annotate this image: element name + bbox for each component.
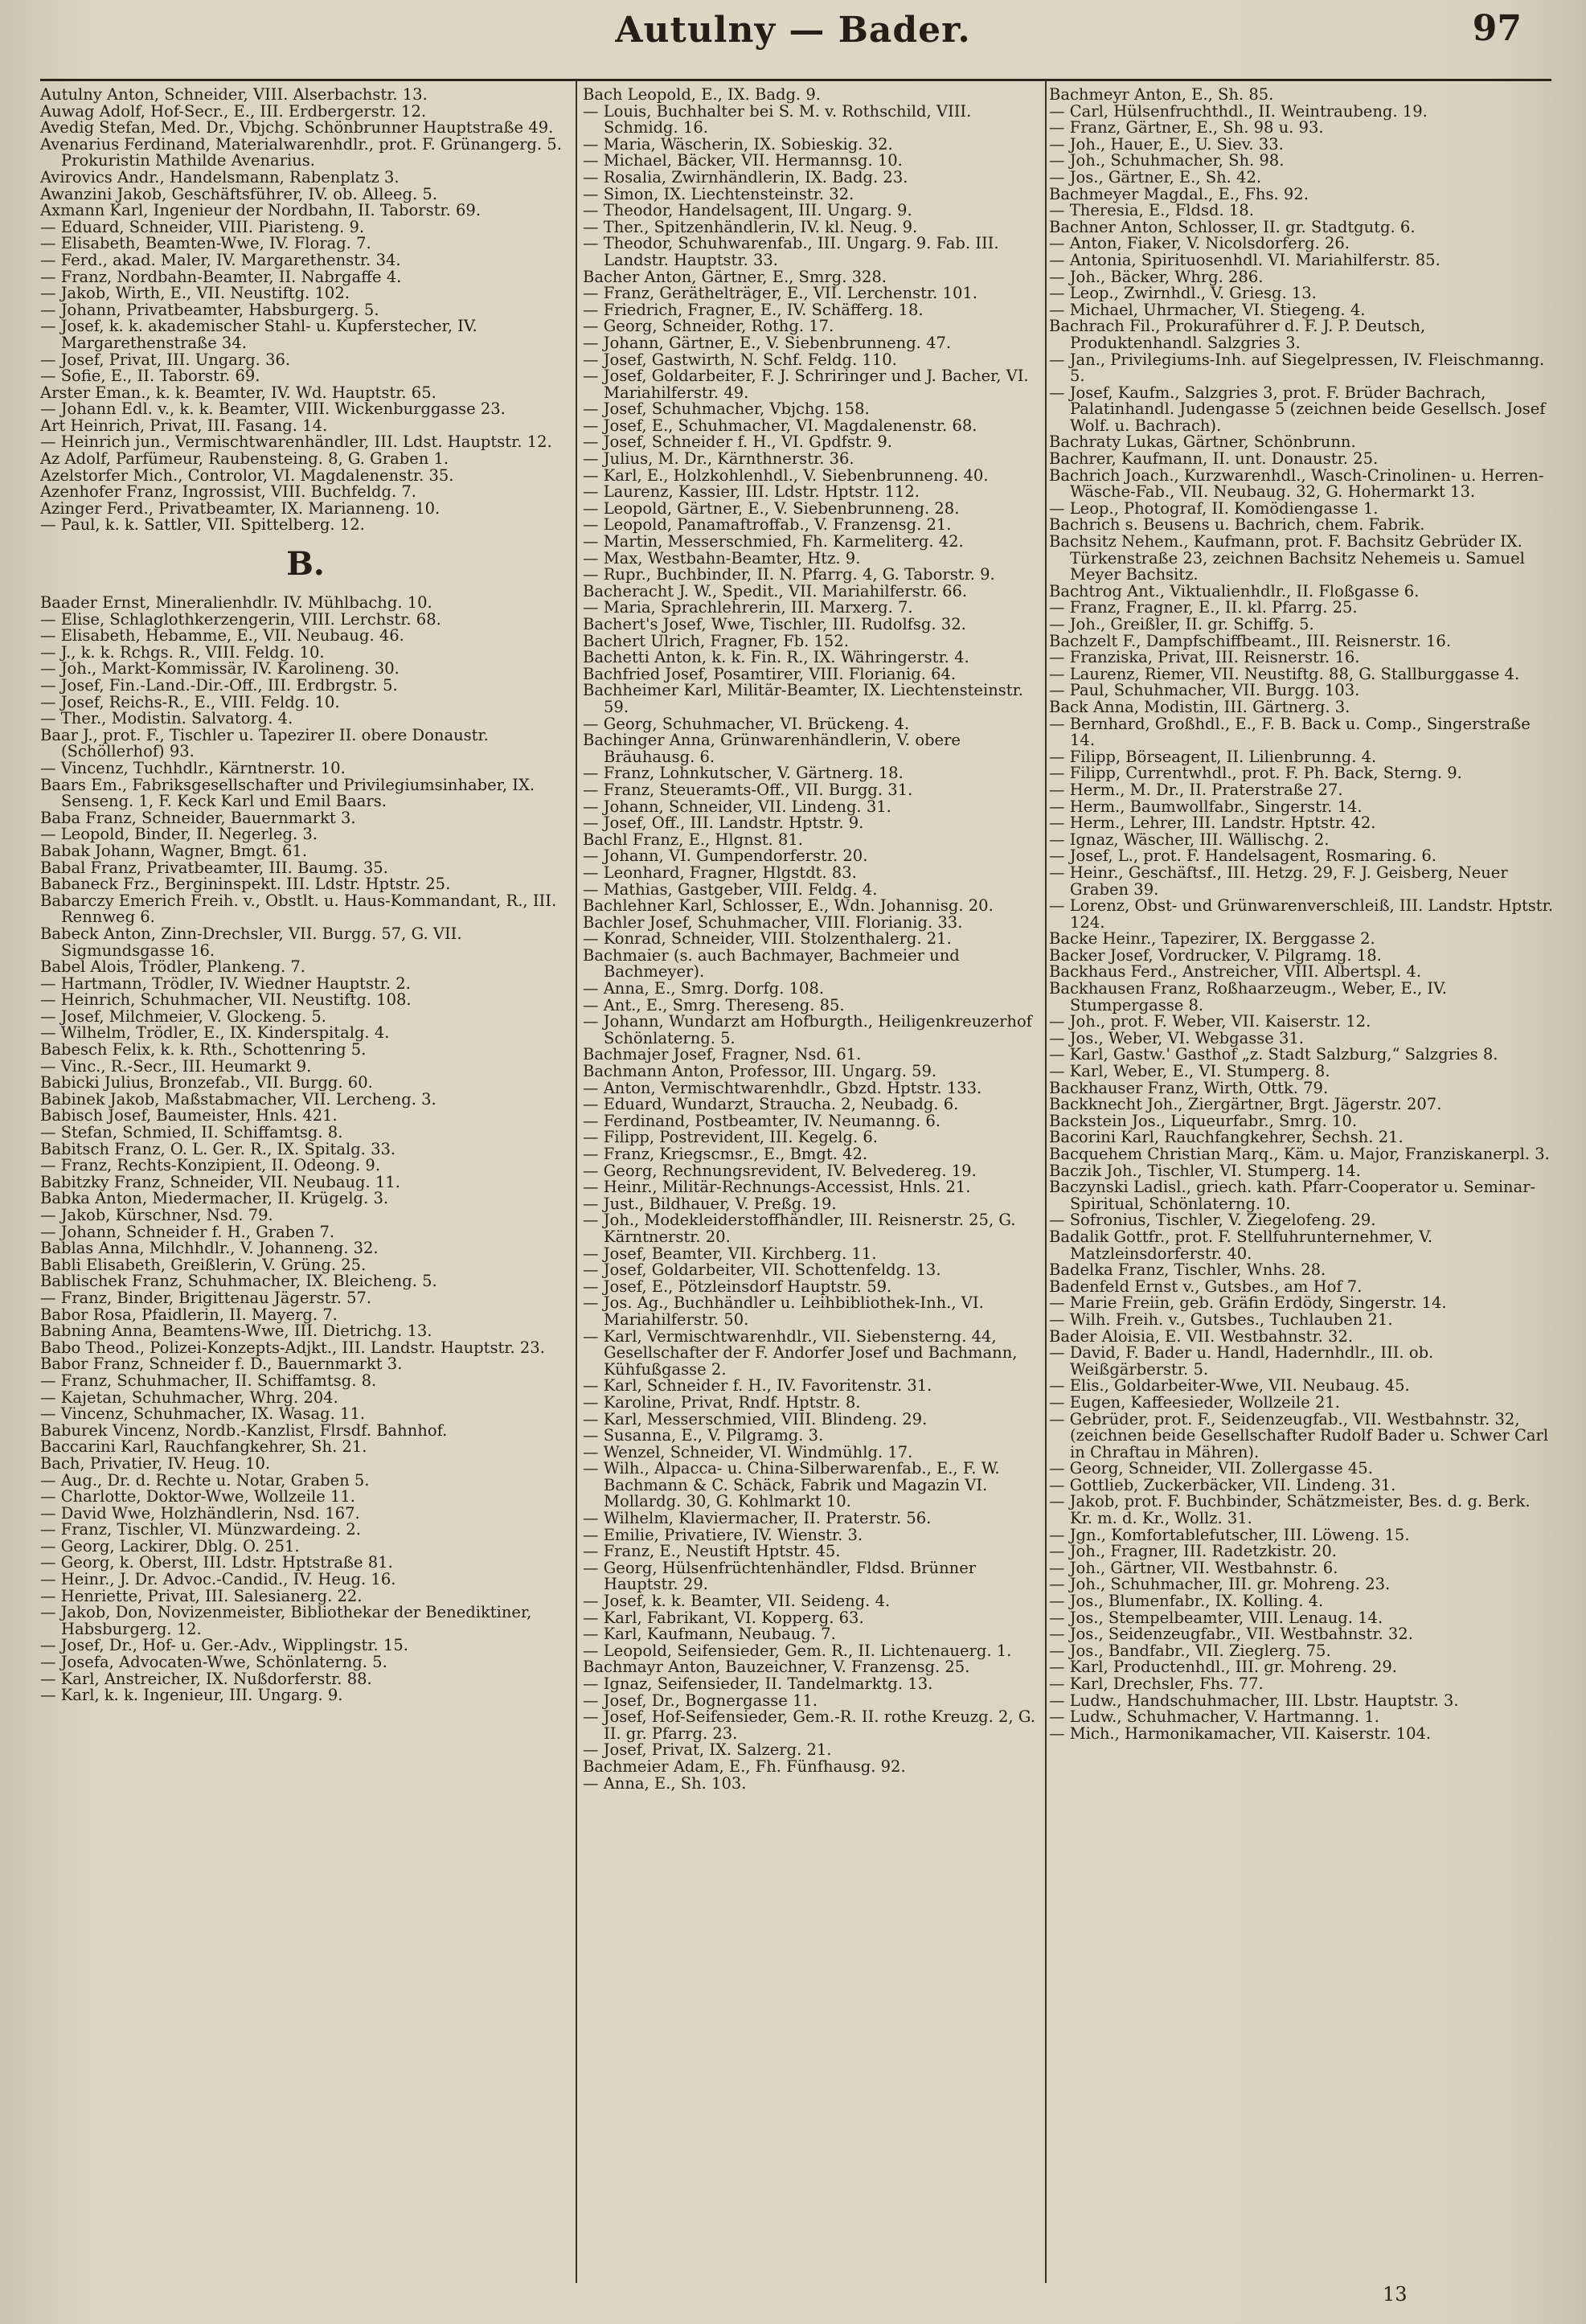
directory-entry: — Ferd., akad. Maler, IV. Margarethenstr. 34. [40, 250, 401, 269]
directory-entry: Baccarini Karl, Rauchfangkehrer, Sh. 21. [40, 1437, 367, 1457]
directory-entry: — Martin, Messerschmied, Fh. Karmeliterg. 42. [583, 532, 964, 551]
directory-entry: — Jakob, prot. F. Buchbinder, Schätzmeister, Bes. d. g. Berk. Kr. m. d. Kr., Wollz. 31. [1049, 1492, 1531, 1528]
directory-entry: Babor Rosa, Pfaidlerin, II. Mayerg. 7. [40, 1305, 338, 1324]
directory-entry: — Joh., Schuhmacher, Sh. 98. [1049, 151, 1285, 170]
directory-entry: — Elise, Schlaglothkerzengerin, VIII. Lerchstr. 68. [40, 609, 441, 629]
directory-entry: — Georg, Schneider, Rothg. 17. [583, 317, 834, 336]
directory-entry: Bachrer, Kaufmann, II. unt. Donaustr. 25. [1049, 449, 1379, 469]
directory-entry: Bachmaier (s. auch Bachmayer, Bachmeier und Bachmeyer). [583, 945, 960, 982]
directory-entry: Babning Anna, Beamtens-Wwe, III. Dietrichg. 13. [40, 1322, 432, 1341]
directory-entry: Bachmeyer Magdal., E., Fhs. 92. [1049, 184, 1309, 203]
directory-entry: Auwag Adolf, Hof-Secr., E., III. Erdbergerstr. 12. [40, 101, 427, 121]
directory-entry: Arster Eman., k. k. Beamter, IV. Wd. Hauptstr. 65. [40, 383, 436, 402]
directory-entry: — Vincenz, Tuchhdlr., Kärntnerstr. 10. [40, 758, 346, 777]
directory-entry: — Simon, IX. Liechtensteinstr. 32. [583, 184, 854, 203]
directory-entry: — David, F. Bader u. Handl, Hadernhdlr., III. ob. Weißgärberstr. 5. [1049, 1343, 1434, 1379]
directory-entry: — Jakob, Don, Novizenmeister, Bibliothekar der Benediktiner, Habsburgerg. 12. [40, 1603, 532, 1638]
directory-entry: — Franz, Tischler, VI. Münzwardeing. 2. [40, 1520, 361, 1539]
directory-entry: Babesch Felix, k. k. Rth., Schottenring 5. [40, 1040, 367, 1060]
directory-entry: — Josef, E., Schuhmacher, VI. Magdalenenstr. 68. [583, 416, 977, 435]
directory-entry: — Jos., Weber, VI. Webgasse 31. [1049, 1028, 1304, 1047]
directory-entry: — Eduard, Schneider, VIII. Piaristeng. 9. [40, 217, 365, 236]
directory-entry: — Karl, Vermischtwarenhdlr., VII. Siebensterng. 44, Gesellschafter der F. Andorfer Josef und Bachmann, Kühfußgasse 2. [583, 1326, 1018, 1379]
directory-entry: Bachmann Anton, Professor, III. Ungarg. 59. [583, 1062, 937, 1081]
column-2 [583, 87, 1045, 2273]
directory-entry: — Joh., Markt-Kommissär, IV. Karolineng. 30. [40, 659, 400, 678]
directory-entry: — Karl, Productenhdl., III. gr. Mohreng. 29. [1049, 1658, 1397, 1677]
directory-entry: — Heinrich jun., Vermischtwarenhändler, III. Ldst. Hauptstr. 12. [40, 432, 552, 452]
column-1 [40, 87, 571, 2273]
directory-entry: — Franz, Schuhmacher, II. Schiffamtsg. 8. [40, 1371, 377, 1390]
directory-entry: Back Anna, Modistin, III. Gärtnerg. 3. [1049, 697, 1350, 716]
directory-entry: Badenfeld Ernst v., Gutsbes., am Hof 7. [1049, 1277, 1363, 1296]
directory-entry: Bach Leopold, E., IX. Badg. 9. [583, 87, 821, 104]
column-divider [1045, 80, 1047, 2283]
page-header [0, 0, 1586, 88]
directory-entry: — Eugen, Kaffeesieder, Wollzeile 21. [1049, 1392, 1340, 1412]
directory-entry: — Franz, Geräthelträger, E., VII. Lerchenstr. 101. [583, 284, 977, 303]
directory-entry: — Joh., Modekleiderstoffhändler, III. Reisnerstr. 25, G. Kärntnerstr. 20. [583, 1211, 1016, 1246]
directory-entry: Babeck Anton, Zinn-Drechsler, VII. Burgg. 57, G. VII. Sigmundsgasse 16. [40, 924, 462, 960]
directory-entry: — Max, Westbahn-Beamter, Htz. 9. [583, 548, 861, 568]
directory-entry: — Carl, Hülsenfruchthdl., II. Weintraubeng. 19. [1049, 101, 1428, 121]
directory-entry: — Josef, Schneider f. H., VI. Gpdfstr. 9. [583, 432, 892, 452]
directory-entry: — Georg, k. Oberst, III. Ldstr. Hptstraße 81. [40, 1553, 393, 1572]
directory-entry: — Josef, Off., III. Landstr. Hptstr. 9. [583, 814, 864, 833]
directory-entry: — Louis, Buchhalter bei S. M. v. Rothschild, VIII. Schmidg. 16. [583, 101, 972, 137]
directory-entry: Avirovics Andr., Handelsmann, Rabenplatz 3. [40, 167, 400, 186]
directory-entry: Art Heinrich, Privat, III. Fasang. 14. [40, 416, 328, 435]
directory-entry: Bachlehner Karl, Schlosser, E., Wdn. Johannisg. 20. [583, 896, 994, 916]
directory-entry: — Josef, Gastwirth, N. Schf. Feldg. 110. [583, 350, 897, 369]
directory-entry: Bachzelt F., Dampfschiffbeamt., III. Reisnerstr. 16. [1049, 631, 1452, 650]
page-number: 97 [1472, 8, 1522, 49]
directory-entry: — Laurenz, Kassier, III. Ldstr. Hptstr. 112. [583, 482, 920, 502]
directory-entry: — Karl, Anstreicher, IX. Nußdorferstr. 88. [40, 1669, 372, 1688]
directory-entry: — Josef, Dr., Bognergasse 11. [583, 1691, 818, 1710]
directory-entry: — Johann, Schneider f. H., Graben 7. [40, 1222, 335, 1241]
directory-entry: — Georg, Schneider, VII. Zollergasse 45. [1049, 1459, 1373, 1478]
directory-entry: — Karl, Schneider f. H., IV. Favoritenstr. 31. [583, 1376, 932, 1396]
directory-entry: Backhaus Ferd., Anstreicher, VIII. Albertspl. 4. [1049, 962, 1422, 982]
directory-entry: Awanzini Jakob, Geschäftsführer, IV. ob. Alleeg. 5. [40, 184, 438, 203]
directory-entry: Bachmayr Anton, Bauzeichner, V. Franzensg. 25. [583, 1658, 970, 1677]
directory-entry: Az Adolf, Parfümeur, Raubensteing. 8, G. Graben 1. [40, 449, 449, 469]
directory-entry: Babel Alois, Trödler, Plankeng. 7. [40, 957, 305, 977]
directory-entry: — Leop., Photograf, II. Komödiengasse 1. [1049, 498, 1379, 518]
directory-entry: — Rosalia, Zwirnhändlerin, IX. Badg. 23. [583, 167, 908, 186]
directory-entry: — J., k. k. Rchgs. R., VIII. Feldg. 10. [40, 642, 325, 662]
directory-entry: — Gebrüder, prot. F., Seidenzeugfab., VII. Westbahnstr. 32, (zeichnen beide Gesellschafter Rudolf Bader u. Schwer Carl in Chraftau in Mähren). [1049, 1409, 1549, 1461]
directory-entry: — Michael, Bäcker, VII. Hermannsg. 10. [583, 151, 903, 170]
directory-entry: — Georg, Schuhmacher, VI. Brückeng. 4. [583, 714, 910, 733]
directory-entry: — Friedrich, Fragner, E., IV. Schäfferg. 18. [583, 300, 924, 319]
directory-entry: — Henriette, Privat, III. Salesianerg. 22. [40, 1586, 363, 1605]
directory-entry: Baars Em., Fabriksgesellschafter und Privilegiumsinhaber, IX. Senseng. 1, F. Keck Karl und Emil Baars. [40, 775, 535, 811]
directory-entry: Babisch Josef, Baumeister, Hnls. 421. [40, 1106, 338, 1125]
directory-entry: — Ludw., Schuhmacher, V. Hartmanng. 1. [1049, 1707, 1379, 1727]
directory-entry: — Paul, Schuhmacher, VII. Burgg. 103. [1049, 681, 1360, 700]
directory-entry: — Marie Freiin, geb. Gräfin Erdödy, Singerstr. 14. [1049, 1293, 1447, 1313]
directory-entry: — Sofie, E., II. Taborstr. 69. [40, 367, 260, 386]
directory-entry: — Leopold, Seifensieder, Gem. R., II. Lichtenauerg. 1. [583, 1641, 1012, 1660]
directory-entry: Babka Anton, Miedermacher, II. Krügelg. 3. [40, 1189, 389, 1208]
directory-entry: Baburek Vincenz, Nordb.-Kanzlist, Flrsdf. Bahnhof. [40, 1420, 448, 1440]
directory-entry: — Leonhard, Fragner, Hlgstdt. 83. [583, 863, 857, 882]
directory-entry: — Michael, Uhrmacher, VI. Stiegeng. 4. [1049, 300, 1366, 319]
directory-entry: Baczynski Ladisl., griech. kath. Pfarr-Cooperator u. Seminar-Spiritual, Schönlaterng. 10. [1049, 1178, 1536, 1213]
directory-entry: — Karl, Gastw.' Gasthof „z. Stadt Salzburg,“ Salzgries 8. [1049, 1045, 1498, 1064]
directory-entry: — Johann, VI. Gumpendorferstr. 20. [583, 846, 868, 866]
directory-entry: — Filipp, Postrevident, III. Kegelg. 6. [583, 1128, 878, 1147]
directory-entry: — Hartmann, Trödler, IV. Wiedner Hauptstr. 2. [40, 973, 411, 993]
directory-entry: — Karl, Weber, E., VI. Stumperg. 8. [1049, 1062, 1330, 1081]
directory-entry: — Josef, Hof-Seifensieder, Gem.-R. II. rothe Kreuzg. 2, G. II. gr. Pfarrg. 23. [583, 1707, 1035, 1743]
directory-entry: — Franz, Steueramts-Off., VII. Burgg. 31. [583, 780, 913, 799]
directory-entry: — Johann, Privatbeamter, Habsburgerg. 5. [40, 300, 379, 319]
column-divider [576, 80, 577, 2283]
directory-entry: — Antonia, Spirituosenhdl. VI. Mariahilferstr. 85. [1049, 250, 1441, 269]
directory-entry: — Heinrich, Schuhmacher, VII. Neustiftg. 108. [40, 990, 412, 1010]
directory-entry: — Josef, Dr., Hof- u. Ger.-Adv., Wipplingstr. 15. [40, 1636, 408, 1655]
directory-entry: — Josef, k. k. akademischer Stahl- u. Kupferstecher, IV. Margarethenstraße 34. [40, 317, 477, 352]
directory-entry: — Wilhelm, Trödler, E., IX. Kinderspitalg. 4. [40, 1023, 390, 1043]
directory-entry: — Aug., Dr. d. Rechte u. Notar, Graben 5. [40, 1470, 370, 1490]
directory-entry: — Wilh., Alpacca- u. China-Silberwarenfab., E., F. W. Bachmann & C. Schäck, Fabrik und Magazin VI. Mollardg. 30, G. Kohlmarkt 10. [583, 1459, 1000, 1511]
directory-entry: Bachmajer Josef, Fragner, Nsd. 61. [583, 1045, 862, 1064]
directory-entry: — Franz, Nordbahn-Beamter, II. Nabrgaffe 4. [40, 267, 402, 286]
directory-entry: Bachtrog Ant., Viktualienhdlr., II. Floßgasse 6. [1049, 581, 1420, 600]
directory-entry: — Franz, Gärtner, E., Sh. 98 u. 93. [1049, 118, 1324, 137]
directory-entry: Babal Franz, Privatbeamter, III. Baumg. 35. [40, 858, 388, 877]
directory-entry: — Leopold, Gärtner, E., V. Siebenbrunneng. 28. [583, 498, 960, 518]
directory-entry: — Ther., Spitzenhändlerin, IV. kl. Neug. 9. [583, 217, 918, 236]
directory-entry: — Herm., Baumwollfabr., Singerstr. 14. [1049, 797, 1363, 816]
directory-entry: — Franziska, Privat, III. Reisnerstr. 16. [1049, 648, 1360, 667]
directory-entry: — Jakob, Wirth, E., VII. Neustiftg. 102. [40, 284, 350, 303]
directory-entry: Babicki Julius, Bronzefab., VII. Burgg. 60. [40, 1073, 373, 1092]
directory-entry: Bachrach Fil., Prokuraführer d. F. J. P. Deutsch, Produktenhandl. Salzgries 3. [1049, 317, 1426, 352]
directory-entry: — Anton, Fiaker, V. Nicolsdorferg. 26. [1049, 234, 1350, 253]
directory-entry: Axmann Karl, Ingenieur der Nordbahn, II. Taborstr. 69. [40, 201, 482, 220]
directory-entry: Bacquehem Christian Marq., Käm. u. Major, Franziskanerpl. 3. [1049, 1145, 1550, 1163]
directory-entry: — Josef, Fin.-Land.-Dir.-Off., III. Erdbrgstr. 5. [40, 676, 398, 695]
directory-entry: — Joh., Fragner, III. Radetzkistr. 20. [1049, 1542, 1337, 1561]
directory-entry: — Ignaz, Seifensieder, II. Tandelmarktg. 13. [583, 1674, 933, 1693]
directory-entry: — Ther., Modistin. Salvatorg. 4. [40, 709, 293, 728]
directory-entry: Babaneck Frz., Bergininspekt. III. Ldstr. Hptstr. 25. [40, 875, 451, 894]
directory-entry: — Karl, Messerschmied, VIII. Blindeng. 29. [583, 1409, 928, 1428]
directory-entry: — Ferdinand, Postbeamter, IV. Neumanng. 6. [583, 1111, 941, 1130]
directory-entry: Azelstorfer Mich., Controlor, VI. Magdalenenstr. 35. [40, 465, 454, 485]
directory-entry: — Jan., Privilegiums-Inh. auf Siegelpressen, IV. Fleischmanng. 5. [1049, 350, 1545, 386]
directory-entry: Babli Elisabeth, Greißlerin, V. Grüng. 25. [40, 1255, 367, 1274]
column-3 [1049, 87, 1555, 2273]
directory-entry: — Herm., M. Dr., II. Praterstraße 27. [1049, 780, 1343, 799]
directory-entry: — Theodor, Handelsagent, III. Ungarg. 9. [583, 201, 912, 220]
directory-entry: — Jakob, Kürschner, Nsd. 79. [40, 1206, 273, 1224]
directory-entry: — Johann, Schneider, VII. Lindeng. 31. [583, 797, 891, 816]
directory-entry: — Joh., Schuhmacher, III. gr. Mohreng. 23. [1049, 1575, 1391, 1594]
directory-entry: Backknecht Joh., Ziergärtner, Brgt. Jägerstr. 207. [1049, 1095, 1442, 1114]
directory-entry: — Leopold, Binder, II. Negerleg. 3. [40, 825, 318, 844]
directory-entry: — Filipp, Börseagent, II. Lilienbrunng. 4. [1049, 747, 1377, 766]
directory-entry: Babo Theod., Polizei-Konzepts-Adjkt., III. Landstr. Hauptstr. 23. [40, 1338, 545, 1357]
directory-entry: — Joh., Bäcker, Whrg. 286. [1049, 267, 1264, 286]
directory-entry: Badelka Franz, Tischler, Wnhs. 28. [1049, 1260, 1326, 1280]
directory-entry: — Sofronius, Tischler, V. Ziegelofeng. 29. [1049, 1211, 1376, 1230]
directory-entry: — Konrad, Schneider, VIII. Stolzenthalerg. 21. [583, 929, 952, 949]
directory-entry: — Elis., Goldarbeiter-Wwe, VII. Neubaug. 45. [1049, 1376, 1410, 1396]
directory-entry: Bacher Anton, Gärtner, E., Smrg. 328. [583, 267, 887, 286]
directory-entry: Bachmeier Adam, E., Fh. Fünfhausg. 92. [583, 1756, 906, 1776]
directory-entry: — Franz, Fragner, E., II. kl. Pfarrg. 25. [1049, 598, 1358, 617]
directory-entry: — Heinr., Militär-Rechnungs-Accessist, Hnls. 21. [583, 1178, 971, 1197]
directory-entry: — Laurenz, Riemer, VII. Neustiftg. 88, G. Stallburggasse 4. [1049, 664, 1520, 683]
directory-entry: — Josef, Goldarbeiter, F. J. Schriringer und J. Bacher, VI. Mariahilferstr. 49. [583, 367, 1029, 402]
directory-entry: — Josef, L., prot. F. Handelsagent, Rosmaring. 6. [1049, 846, 1436, 866]
signature-mark: 13 [1383, 2283, 1408, 2306]
directory-entry: Autulny Anton, Schneider, VIII. Alserbachstr. 13. [40, 87, 428, 104]
directory-entry: — Karl, Fabrikant, VI. Kopperg. 63. [583, 1608, 864, 1627]
directory-entry: Bader Aloisia, E. VII. Westbahnstr. 32. [1049, 1326, 1354, 1346]
directory-entry: Bachrich s. Beusens u. Bachrich, chem. Fabrik. [1049, 515, 1425, 535]
directory-entry: — Franz, Lohnkutscher, V. Gärtnerg. 18. [583, 764, 904, 783]
directory-entry: — Leopold, Panamaftroffab., V. Franzensg. 21. [583, 515, 952, 535]
directory-entry: — Wilh. Freih. v., Gutsbes., Tuchlauben 21. [1049, 1310, 1393, 1329]
directory-entry: Bach, Privatier, IV. Heug. 10. [40, 1453, 271, 1473]
directory-entry: — Georg, Hülsenfrüchtenhändler, Fldsd. Brünner Hauptstr. 29. [583, 1558, 977, 1594]
directory-entry: — Anton, Vermischtwarenhdlr., Gbzd. Hptstr. 133. [583, 1078, 982, 1097]
directory-entry: Baader Ernst, Mineralienhdlr. IV. Mühlbachg. 10. [40, 593, 432, 613]
directory-entry: Azenhofer Franz, Ingrossist, VIII. Buchfeldg. 7. [40, 482, 416, 502]
directory-entry: — Georg, Lackirer, Dblg. O. 251. [40, 1536, 300, 1555]
directory-entry: — Johann Edl. v., k. k. Beamter, VIII. Wickenburggasse 23. [40, 400, 506, 419]
directory-entry: Baczik Joh., Tischler, VI. Stumperg. 14. [1049, 1161, 1361, 1180]
directory-entry: — Joh., prot. F. Weber, VII. Kaiserstr. 12. [1049, 1012, 1371, 1031]
directory-entry: — Herm., Lehrer, III. Landstr. Hptstr. 42. [1049, 814, 1376, 833]
directory-entry: — Jos., Gärtner, E., Sh. 42. [1049, 167, 1262, 186]
directory-entry: — Jos., Stempelbeamter, VIII. Lenaug. 14. [1049, 1608, 1383, 1627]
directory-entry: — Emilie, Privatiere, IV. Wienstr. 3. [583, 1525, 863, 1544]
directory-entry: — Wenzel, Schneider, VI. Windmühlg. 17. [583, 1442, 913, 1461]
directory-entry: — Elisabeth, Hebamme, E., VII. Neubaug. 46. [40, 626, 404, 646]
directory-entry: — Filipp, Currentwhdl., prot. F. Ph. Back, Sterng. 9. [1049, 764, 1462, 783]
directory-entry: — Josef, E., Pötzleinsdorf Hauptstr. 59. [583, 1277, 892, 1296]
directory-entry: — Lorenz, Obst- und Grünwarenverschleiß, III. Landstr. Hptstr. 124. [1049, 896, 1554, 932]
directory-entry: Babak Johann, Wagner, Bmgt. 61. [40, 841, 308, 860]
directory-entry: — Anna, E., Sh. 103. [583, 1773, 747, 1793]
directory-entry: Avenarius Ferdinand, Materialwarenhdlr., prot. F. Grünangerg. 5. Prokuristin Mathilde Avenarius. [40, 134, 562, 170]
directory-entry: Bablas Anna, Milchhdlr., V. Johanneng. 32. [40, 1239, 379, 1258]
directory-entry: — Wilhelm, Klaviermacher, II. Praterstr. 56. [583, 1509, 932, 1528]
directory-entry: Bacorini Karl, Rauchfangkehrer, Sechsh. 21. [1049, 1128, 1404, 1147]
directory-entry: — Karoline, Privat, Rndf. Hptstr. 8. [583, 1392, 861, 1412]
directory-entry: — Rupr., Buchbinder, II. N. Pfarrg. 4, G. Taborstr. 9. [583, 565, 995, 584]
directory-entry: Babarczy Emerich Freih. v., Obstlt. u. Haus-Kommandant, R., III. Rennweg 6. [40, 891, 557, 927]
directory-entry: — Josef, Beamter, VII. Kirchberg. 11. [583, 1244, 877, 1263]
directory-entry: Backhauser Franz, Wirth, Ottk. 79. [1049, 1078, 1329, 1097]
directory-entry: — Vinc., R.-Secr., III. Heumarkt 9. [40, 1056, 312, 1076]
directory-entry: Backhausen Franz, Roßhaarzeugm., Weber, E., IV. Stumpergasse 8. [1049, 979, 1447, 1014]
directory-entry: Babitzky Franz, Schneider, VII. Neubaug. 11. [40, 1172, 400, 1191]
directory-entry: — Josef, Schuhmacher, Vbjchg. 158. [583, 400, 870, 419]
directory-entry: — Julius, M. Dr., Kärnthnerstr. 36. [583, 449, 854, 469]
directory-entry: — Mathias, Gastgeber, VIII. Feldg. 4. [583, 879, 878, 899]
directory-entry: Bachert's Josef, Wwe, Tischler, III. Rudolfsg. 32. [583, 615, 966, 633]
directory-entry: — Franz, E., Neustift Hptstr. 45. [583, 1542, 841, 1561]
directory-entry: — Jos. Ag., Buchhändler u. Leihbibliothek-Inh., VI. Mariahilferstr. 50. [583, 1293, 984, 1329]
directory-entry: Avedig Stefan, Med. Dr., Vbjchg. Schönbrunner Hauptstraße 49. [40, 118, 554, 137]
directory-entry: — Karl, Kaufmann, Neubaug. 7. [583, 1625, 836, 1644]
directory-entry: — Ant., E., Smrg. Thereseng. 85. [583, 995, 845, 1014]
directory-entry: — Vincenz, Schuhmacher, IX. Wasag. 11. [40, 1404, 366, 1424]
section-heading: B. [286, 545, 325, 584]
directory-entry: — Johann, Gärtner, E., V. Siebenbrunneng. 47. [583, 333, 952, 352]
directory-entry: Bachinger Anna, Grünwarenhändlerin, V. obere Bräuhausg. 6. [583, 731, 961, 766]
directory-entry: — Ignaz, Wäscher, III. Wällischg. 2. [1049, 830, 1330, 849]
directory-entry: — Jgn., Komfortablefutscher, III. Löweng. 15. [1049, 1525, 1410, 1544]
directory-entry: Bachsitz Nehem., Kaufmann, prot. F. Bachsitz Gebrüder IX. Türkenstraße 23, zeichnen Bachsitz Nehemeis u. Samuel Meyer Bachsitz. [1049, 532, 1525, 584]
directory-entry: — Gottlieb, Zuckerbäcker, VII. Lindeng. 31. [1049, 1475, 1396, 1494]
directory-entry: — Jos., Bandfabr., VII. Zieglerg. 75. [1049, 1641, 1331, 1660]
directory-entry: — Franz, Kriegscmsr., E., Bmgt. 42. [583, 1145, 868, 1163]
directory-entry: Bablischek Franz, Schuhmacher, IX. Bleicheng. 5. [40, 1272, 437, 1291]
directory-entry: Babor Franz, Schneider f. D., Bauernmarkt 3. [40, 1355, 403, 1374]
directory-entry: — Leop., Zwirnhdl., V. Griesg. 13. [1049, 284, 1317, 303]
directory-entry: — Josef, Goldarbeiter, VII. Schottenfeldg. 13. [583, 1260, 941, 1280]
directory-entry: Bachetti Anton, k. k. Fin. R., IX. Währingerstr. 4. [583, 648, 969, 667]
directory-entry: — Susanna, E., V. Pilgramg. 3. [583, 1426, 824, 1445]
directory-entry: — Johann, Wundarzt am Hofburgth., Heiligenkreuzerhof Schönlaterng. 5. [583, 1012, 1032, 1047]
directory-entry: — Joh., Greißler, II. gr. Schiffg. 5. [1049, 615, 1314, 633]
directory-entry: Backe Heinr., Tapezirer, IX. Berggasse 2. [1049, 929, 1375, 949]
directory-entry: — Kajetan, Schuhmacher, Whrg. 204. [40, 1387, 338, 1407]
directory-entry: Bachheimer Karl, Militär-Beamter, IX. Liechtensteinstr. 59. [583, 681, 1023, 716]
directory-entry: — Ludw., Handschuhmacher, III. Lbstr. Hauptstr. 3. [1049, 1691, 1459, 1710]
directory-entry: — Josef, Privat, IX. Salzerg. 21. [583, 1740, 832, 1760]
directory-entry: — David Wwe, Holzhändlerin, Nsd. 167. [40, 1503, 360, 1523]
directory-entry: Bachner Anton, Schlosser, II. gr. Stadtgutg. 6. [1049, 217, 1416, 236]
running-head: Autulny — Bader. [615, 10, 971, 51]
directory-entry: — Josef, Reichs-R., E., VIII. Feldg. 10. [40, 692, 340, 711]
directory-entry: Badalik Gottfr., prot. F. Stellfuhrunternehmer, V. Matzleinsdorferstr. 40. [1049, 1227, 1433, 1263]
directory-entry: — Josef, Milchmeier, V. Glockeng. 5. [40, 1006, 326, 1026]
directory-entry: Backstein Jos., Liqueurfabr., Smrg. 10. [1049, 1111, 1358, 1130]
directory-entry: Babitsch Franz, O. L. Ger. R., IX. Spitalg. 33. [40, 1139, 396, 1158]
directory-entry: Azinger Ferd., Privatbeamter, IX. Marianneng. 10. [40, 498, 441, 518]
directory-entry: — Mich., Harmonikamacher, VII. Kaiserstr. 104. [1049, 1724, 1432, 1743]
directory-entry: Bachert Ulrich, Fragner, Fb. 152. [583, 631, 849, 650]
directory-entry: — Maria, Wäscherin, IX. Sobieskig. 32. [583, 134, 893, 154]
directory-entry: — Joh., Hauer, E., U. Siev. 33. [1049, 134, 1284, 154]
directory-entry: Backer Josef, Vordrucker, V. Pilgramg. 18. [1049, 945, 1382, 965]
directory-entry: Baar J., prot. F., Tischler u. Tapezirer II. obere Donaustr. (Schöllerhof) 93. [40, 725, 489, 761]
directory-entry: Bachler Josef, Schuhmacher, VIII. Florianig. 33. [583, 912, 963, 932]
directory-entry: Babinek Jakob, Maßstabmacher, VII. Lercheng. 3. [40, 1089, 436, 1109]
directory-entry: — Paul, k. k. Sattler, VII. Spittelberg. 12. [40, 515, 365, 535]
directory-entry: — Anna, E., Smrg. Dorfg. 108. [583, 979, 825, 998]
directory-entry: — Franz, Binder, Brigittenau Jägerstr. 57. [40, 1288, 372, 1307]
directory-entry: — Josef, Kaufm., Salzgries 3, prot. F. Brüder Bachrach, Palatinhandl. Judengasse 5 (zeichnen beide Gesellsch. Josef Wolf. u. Bachrach). [1049, 383, 1546, 435]
header-rule [40, 79, 1551, 81]
directory-entry: — Bernhard, Großhdl., E., F. B. Back u. Comp., Singerstraße 14. [1049, 714, 1531, 750]
directory-entry: — Heinr., Geschäftsf., III. Hetzg. 29, F. J. Geisberg, Neuer Graben 39. [1049, 863, 1508, 899]
directory-entry: — Josef, k. k. Beamter, VII. Seideng. 4. [583, 1592, 891, 1611]
directory-entry: — Georg, Rechnungsrevident, IV. Belvedereg. 19. [583, 1161, 977, 1180]
directory-entry: — Jos., Blumenfabr., IX. Kolling. 4. [1049, 1592, 1324, 1611]
directory-entry: Baba Franz, Schneider, Bauernmarkt 3. [40, 808, 356, 827]
directory-entry: — Karl, E., Holzkohlenhdl., V. Siebenbrunneng. 40. [583, 465, 989, 485]
directory-entry: Bachl Franz, E., Hlgnst. 81. [583, 830, 803, 849]
directory-entry: — Heinr., J. Dr. Advoc.-Candid., IV. Heug. 16. [40, 1570, 396, 1589]
directory-entry: Bachraty Lukas, Gärtner, Schönbrunn. [1049, 432, 1356, 452]
directory-entry: — Charlotte, Doktor-Wwe, Wollzeile 11. [40, 1487, 355, 1506]
directory-entry: — Maria, Sprachlehrerin, III. Marxerg. 7. [583, 598, 913, 617]
directory-entry: — Joh., Gärtner, VII. Westbahnstr. 6. [1049, 1558, 1338, 1577]
directory-entry: — Karl, k. k. Ingenieur, III. Ungarg. 9. [40, 1686, 343, 1705]
directory-entry: Bachmeyr Anton, E., Sh. 85. [1049, 87, 1274, 104]
directory-entry: — Theodor, Schuhwarenfab., III. Ungarg. 9. Fab. III. Landstr. Hauptstr. 33. [583, 234, 999, 269]
directory-entry: Bachfried Josef, Posamtirer, VIII. Florianig. 64. [583, 664, 957, 683]
directory-entry: — Theresia, E., Fldsd. 18. [1049, 201, 1254, 220]
directory-entry: — Stefan, Schmied, II. Schiffamtsg. 8. [40, 1123, 343, 1142]
directory-entry: Bachrich Joach., Kurzwarenhdl., Wasch-Crinolinen- u. Herren-Wäsche-Fab., VII. Neubaug. 32, G. Hohermarkt 13. [1049, 465, 1544, 502]
directory-entry: Bacheracht J. W., Spedit., VII. Mariahilferstr. 66. [583, 581, 968, 600]
directory-entry: — Elisabeth, Beamten-Wwe, IV. Florag. 7. [40, 234, 371, 253]
directory-entry: — Eduard, Wundarzt, Straucha. 2, Neubadg. 6. [583, 1095, 959, 1114]
directory-entry: — Karl, Drechsler, Fhs. 77. [1049, 1674, 1264, 1693]
directory-entry: — Jos., Seidenzeugfabr., VII. Westbahnstr. 32. [1049, 1625, 1413, 1644]
directory-entry: — Franz, Rechts-Konzipient, II. Odeong. 9. [40, 1156, 381, 1175]
directory-entry: — Just., Bildhauer, V. Preßg. 19. [583, 1194, 837, 1213]
directory-entry: — Josef, Privat, III. Ungarg. 36. [40, 350, 291, 369]
directory-entry: — Josefa, Advocaten-Wwe, Schönlaterng. 5. [40, 1653, 387, 1672]
